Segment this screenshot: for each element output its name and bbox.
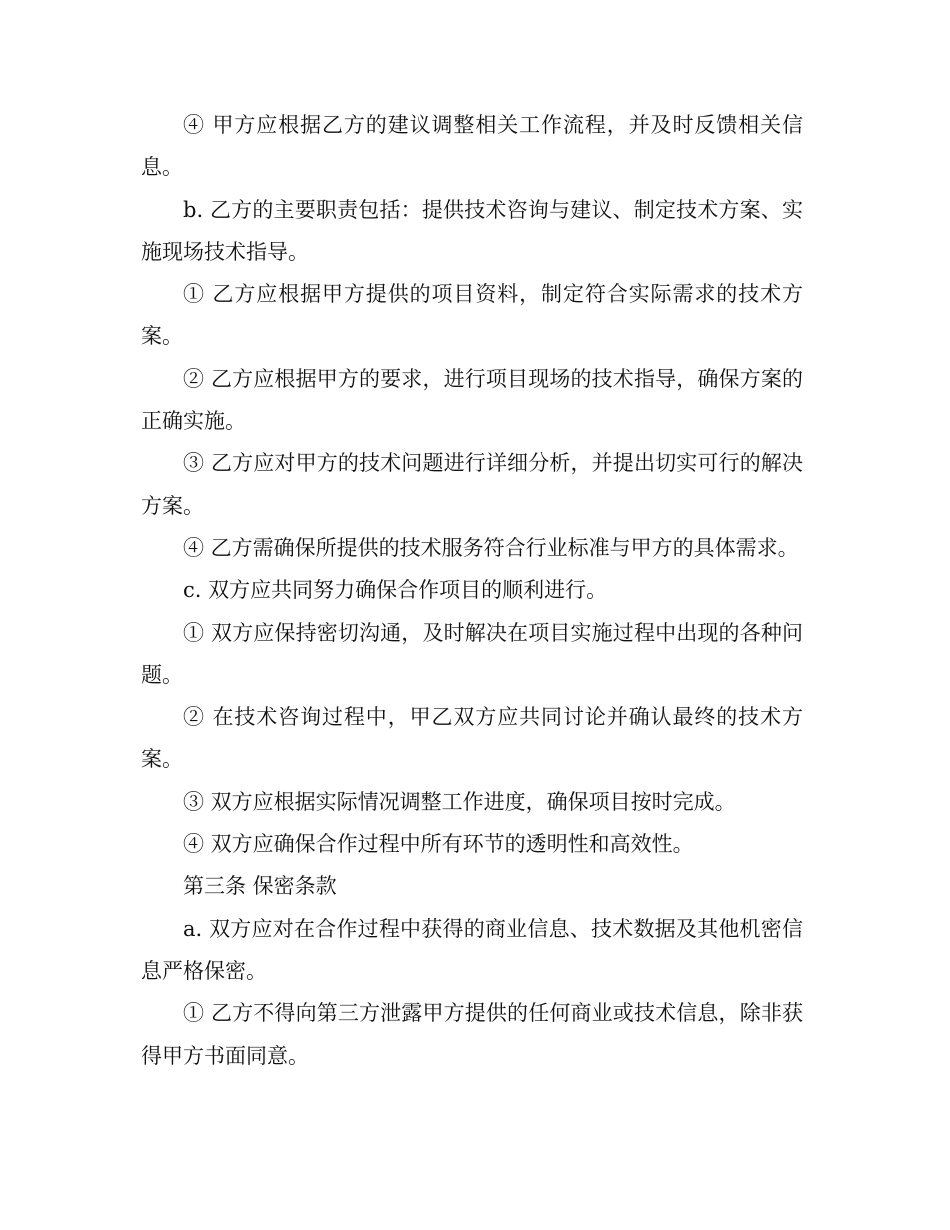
paragraph-b-party-b-duties: b. 乙方的主要职责包括：提供技术咨询与建议、制定技术方案、实施现场技术指导。 <box>141 197 803 264</box>
paragraph-c-item-1: ① 双方应保持密切沟通，及时解决在项目实施过程中出现的各种问题。 <box>141 620 803 687</box>
paragraph-c-item-2: ② 在技术咨询过程中，甲乙双方应共同讨论并确认最终的技术方案。 <box>141 705 803 772</box>
paragraph-a-confidentiality: a. 双方应对在合作过程中获得的商业信息、技术数据及其他机密信息严格保密。 <box>141 916 803 983</box>
paragraph-c-item-4: ④ 双方应确保合作过程中所有环节的透明性和高效性。 <box>183 832 694 857</box>
paragraph-c-joint-efforts: c. 双方应共同努力确保合作项目的顺利进行。 <box>183 578 608 603</box>
paragraph-b-item-1: ① 乙方应根据甲方提供的项目资料，制定符合实际需求的技术方案。 <box>141 282 803 349</box>
paragraph-b-item-4: ④ 乙方需确保所提供的技术服务符合行业标准与甲方的具体需求。 <box>183 535 799 560</box>
paragraph-item-4-feedback: ④ 甲方应根据乙方的建议调整相关工作流程，并及时反馈相关信息。 <box>141 113 803 180</box>
section-heading-article-3: 第三条 保密条款 <box>183 874 337 899</box>
paragraph-a-item-1: ① 乙方不得向第三方泄露甲方提供的任何商业或技术信息，除非获得甲方书面同意。 <box>141 1001 803 1068</box>
paragraph-b-item-2: ② 乙方应根据甲方的要求，进行项目现场的技术指导，确保方案的正确实施。 <box>141 366 803 434</box>
paragraph-c-item-3: ③ 双方应根据实际情况调整工作进度，确保项目按时完成。 <box>183 789 736 814</box>
document-body <box>141 104 803 1077</box>
paragraph-b-item-3: ③ 乙方应对甲方的技术问题进行详细分析，并提出切实可行的解决方案。 <box>141 451 803 518</box>
